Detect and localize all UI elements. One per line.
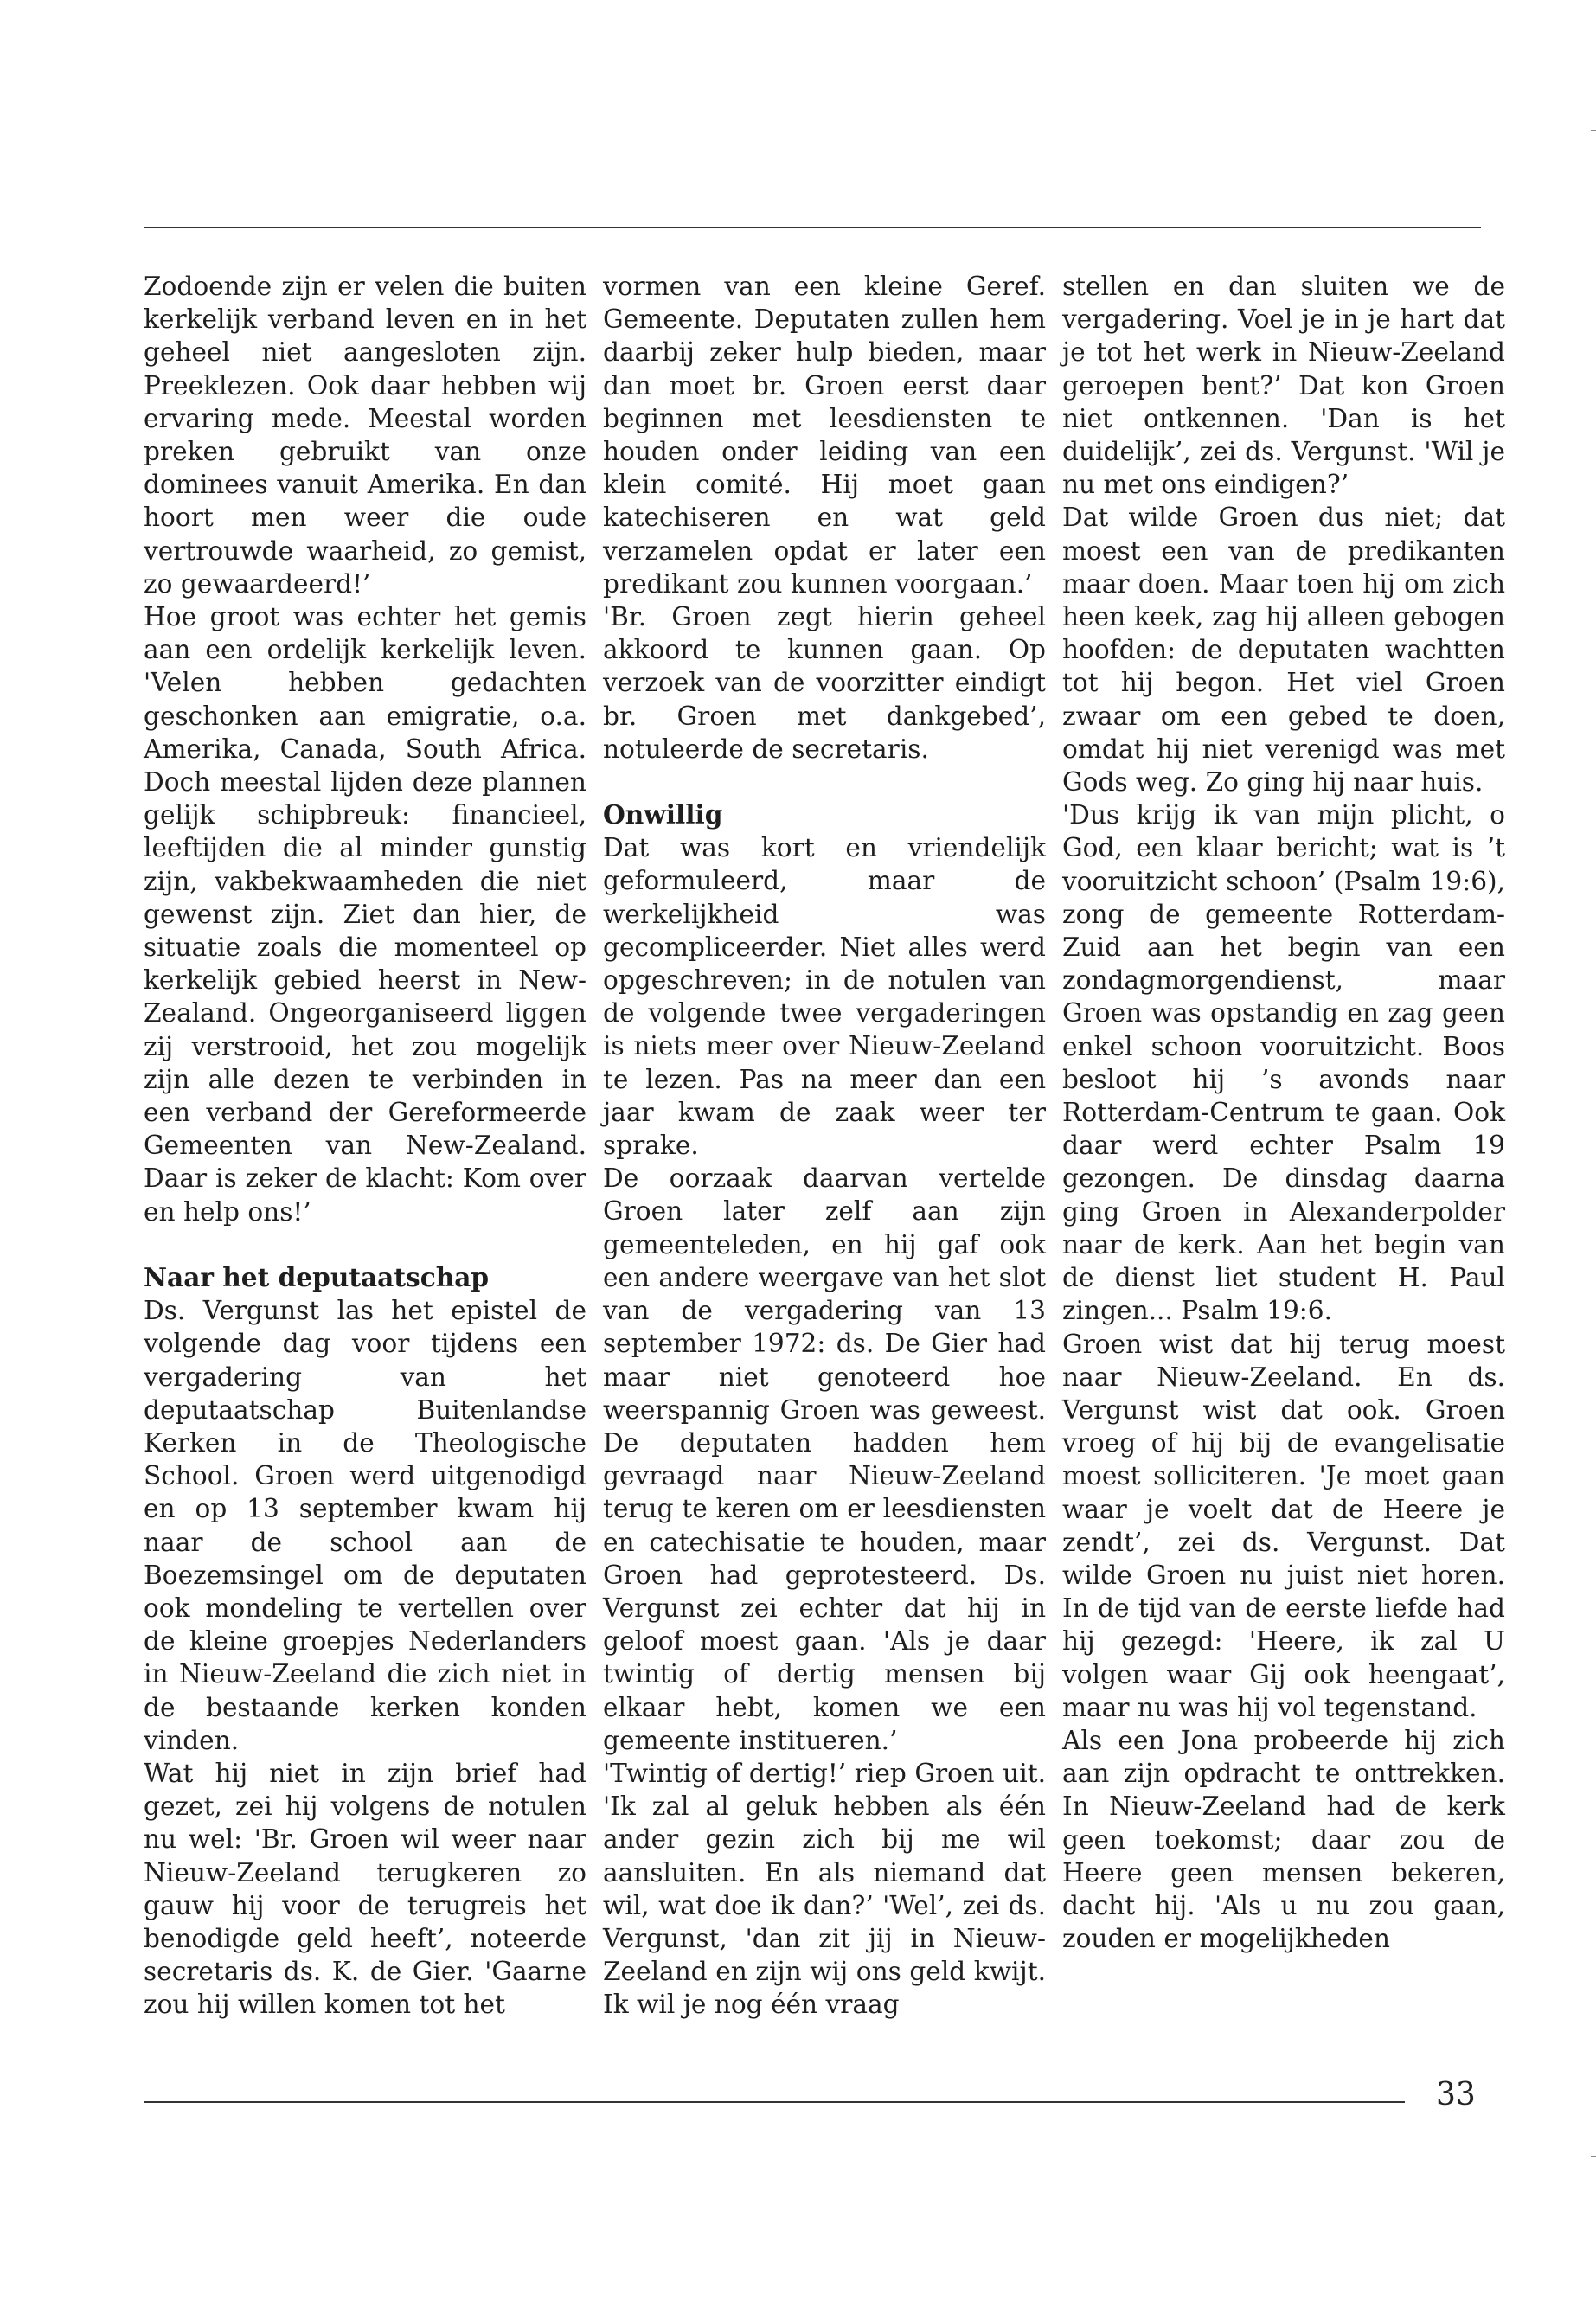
top-rule [144, 227, 1481, 228]
crop-mark [1591, 130, 1596, 131]
paragraph: 'Twintig of dertig!’ riep Groen uit. 'Ik zal al geluk hebben als één ander gezin zich bij me wil aansluiten. En als niemand dat wil, wat doe ik dan?’ 'Wel’, zei ds. Vergunst, 'dan zit jij in Nieuw-Zeeland en zijn wij ons geld kwijt. Ik wil je nog één vraag [603, 1758, 1046, 2020]
paragraph: Wat hij niet in zijn brief had gezet, zei hij volgens de notulen nu wel: 'Br. Groen wil weer naar Nieuw-Zeeland terugkeren zo gauw hij voor de terugreis het benodigde geld heeft’, noteerde secretaris ds. K. de Gier. 'Gaarne zou hij willen komen tot het [144, 1758, 586, 2020]
crop-mark [1591, 2156, 1596, 2157]
paragraph: vormen van een kleine Geref. Gemeente. Deputaten zullen hem daarbij zeker hulp bieden, maar dan moet br. Groen eerst daar beginnen met leesdiensten te houden onder leiding van een klein comité. Hij moet gaan katechiseren en wat geld verzamelen opdat er later een predikant zou kunnen voorgaan.’ [603, 272, 1046, 599]
paragraph: Groen wist dat hij terug moest naar Nieuw-Zeeland. En ds. Vergunst wist dat ook. Groen vroeg of hij bij de evangelisatie moest solliciteren. 'Je moet gaan waar je voelt dat de Heere je zendt’, zei ds. Vergunst. Dat wilde Groen nu juist niet horen. In de tijd van de eerste liefde had hij gezegd: 'Heere, ik zal U volgen waar Gij ook heengaat’, maar nu was hij vol tegenstand. [1062, 1329, 1505, 1722]
paragraph: Ds. Vergunst las het epistel de volgende dag voor tijdens een vergadering van het deputaatschap Buitenlandse Kerken in de Theologische School. Groen werd uitgenodigd en op 13 september kwam hij naar de school aan de Boezemsingel om de deputaten ook mondeling te vertellen over de kleine groepjes Nederlanders in Nieuw-Zeeland die zich niet in de bestaande kerken konden vinden. [144, 1296, 586, 1755]
paragraph: De oorzaak daarvan vertelde Groen later zelf aan zijn gemeenteleden, en hij gaf ook een andere weergave van het slot van de vergadering van 13 september 1972: ds. De Gier had maar niet genoteerd hoe weerspannig Groen was geweest. De deputaten hadden hem gevraagd naar Nieuw-Zeeland terug te keren om er leesdiensten en catechisatie te houden, maar Groen had geprotesteerd. Ds. Vergunst zei echter dat hij in geloof moest gaan. 'Als je daar twintig of dertig mensen bij elkaar hebt, komen we een gemeente institueren.’ [603, 1163, 1046, 1755]
paragraph: 'Dus krijg ik van mijn plicht, o God, een klaar bericht; wat is ’t vooruitzicht schoon’ (Psalm 19:6), zong de gemeente Rotterdam-Zuid aan het begin van een zondagmorgendienst, maar Groen was opstandig en zag geen enkel schoon vooruitzicht. Boos besloot hij ’s avonds naar Rotterdam-Centrum te gaan. Ook daar werd echter Psalm 19 gezongen. De dinsdag daarna ging Groen in Alexanderpolder naar de kerk. Aan het begin van de dienst liet student H. Paul zingen... Psalm 19:6. [1062, 800, 1505, 1326]
column-3 [1062, 270, 1505, 1955]
paragraph: Dat was kort en vriendelijk geformuleerd, maar de werkelijkheid was gecompliceerder. Niet alles werd opgeschreven; in de notulen van de volgende twee vergaderingen is niets meer over Nieuw-Zeeland te lezen. Pas na meer dan een jaar kwam de zaak weer ter sprake. [603, 833, 1046, 1161]
paragraph: Dat wilde Groen dus niet; dat moest een van de predikanten maar doen. Maar toen hij om zich heen keek, zag hij alleen gebogen hoofden: de deputaten wachtten tot hij begon. Het viel Groen zwaar om een gebed te doen, omdat hij niet verenigd was met Gods weg. Zo ging hij naar huis. [1062, 503, 1505, 798]
page-number: 33 [1436, 2077, 1476, 2112]
column-1 [144, 270, 586, 2022]
paragraph: 'Br. Groen zegt hierin geheel akkoord te kunnen gaan. Op verzoek van de voorzitter eindigt br. Groen met dankgebed’, notuleerde de secretaris. [603, 602, 1046, 764]
paragraph: stellen en dan sluiten we de vergadering. Voel je in je hart dat je tot het werk in Nieuw-Zeeland geroepen bent?’ Dat kon Groen niet ontkennen. 'Dan is het duidelijk’, zei ds. Vergunst. 'Wil je nu met ons eindigen?’ [1062, 272, 1505, 500]
column-2 [603, 270, 1046, 2022]
section-heading-deputaatschap: Naar het deputaatschap [144, 1261, 490, 1292]
section-heading-onwillig: Onwillig [603, 799, 723, 830]
bottom-rule [144, 2101, 1405, 2103]
paragraph: Hoe groot was echter het gemis aan een ordelijk kerkelijk leven. 'Velen hebben gedachten geschonken aan emigratie, o.a. Amerika, Canada, South Africa. Doch meestal lijden deze plannen gelijk schipbreuk: financieel, leeftijden die al minder gunstig zijn, vakbekwaamheden die niet gewenst zijn. Ziet dan hier, de situatie zoals die momenteel op kerkelijk gebied heerst in New-Zealand. Ongeorganiseerd liggen zij verstrooid, het zou mogelijk zijn alle dezen te verbinden in een verband der Gereformeerde Gemeenten van New-Zealand. Daar is zeker de klacht: Kom over en help ons!’ [144, 602, 586, 1227]
paragraph: Als een Jona probeerde hij zich aan zijn opdracht te onttrekken. In Nieuw-Zeeland had de kerk geen toekomst; daar zou de Heere geen mensen bekeren, dacht hij. 'Als u nu zou gaan, zouden er mogelijkheden [1062, 1725, 1505, 1954]
paragraph: Zodoende zijn er velen die buiten kerkelijk verband leven en in het geheel niet aangesloten zijn. Preeklezen. Ook daar hebben wij ervaring mede. Meestal worden preken gebruikt van onze dominees vanuit Amerika. En dan hoort men weer die oude vertrouwde waarheid, zo gemist, zo gewaardeerd!’ [144, 272, 586, 599]
